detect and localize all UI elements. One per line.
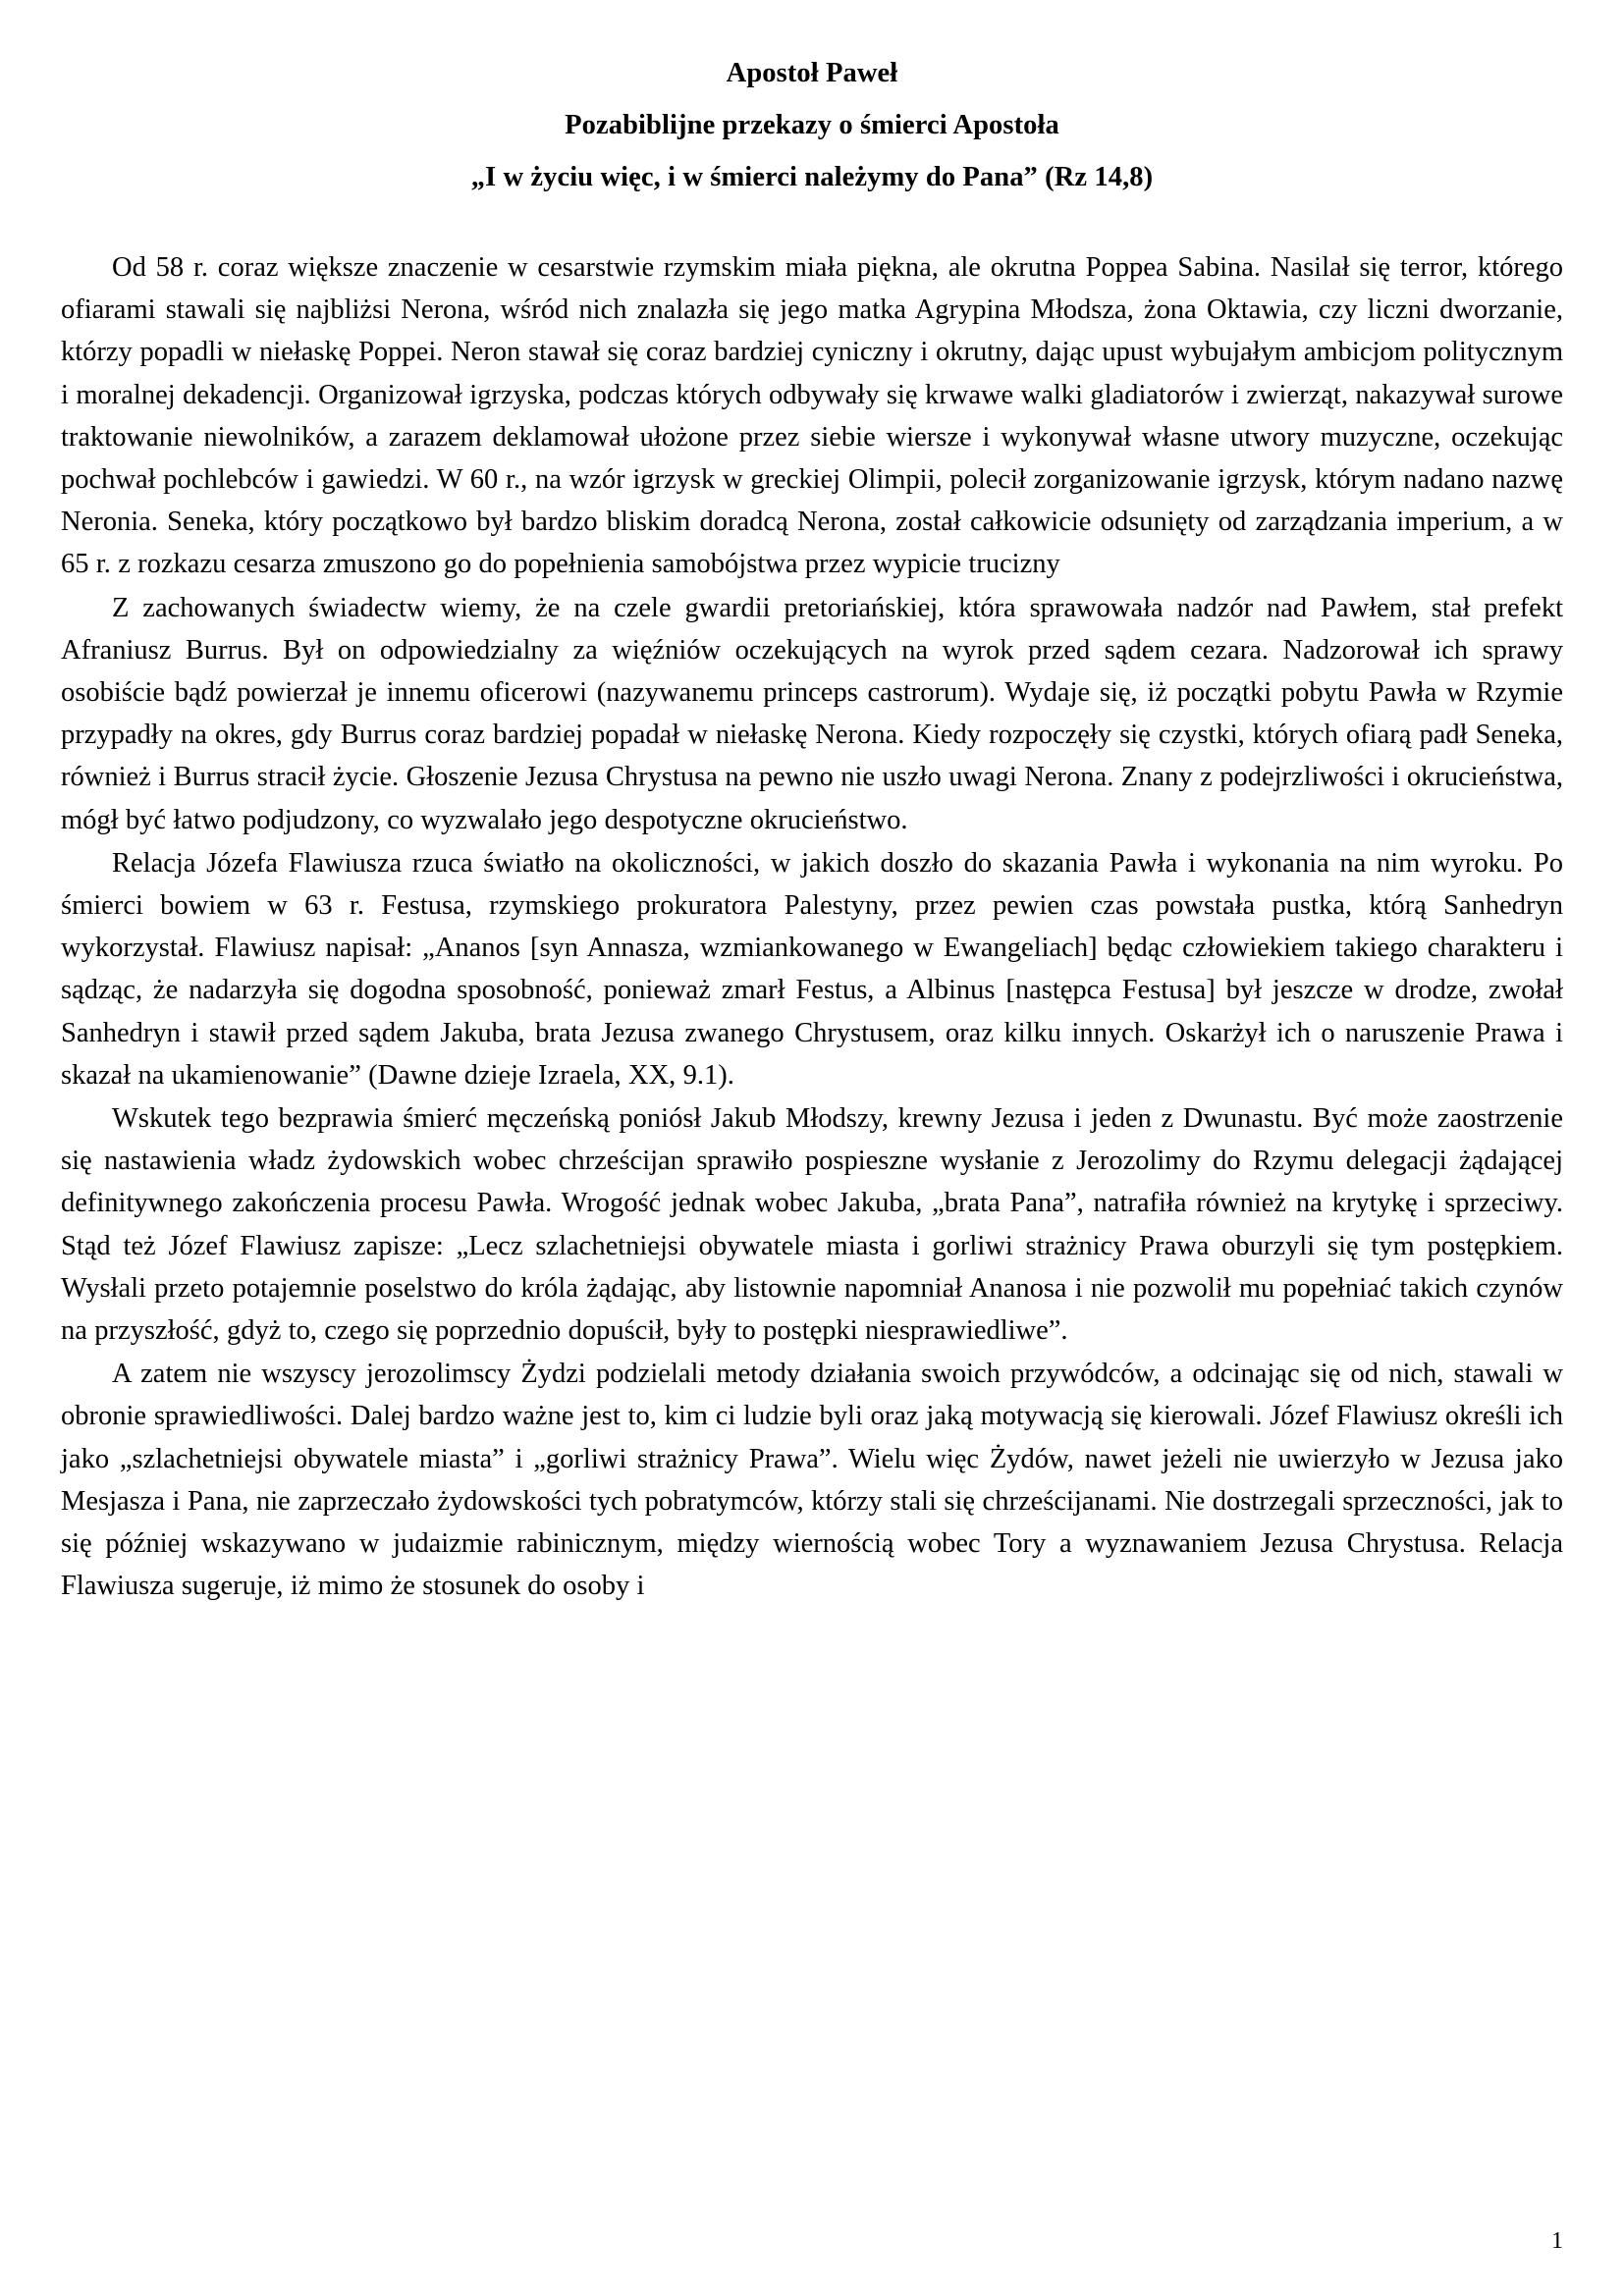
document-body [61, 246, 1563, 1608]
document-heading [61, 53, 1563, 197]
paragraph-4: Wskutek tego bezprawia śmierć męczeńską poniósł Jakub Młodszy, krewny Jezusa i jeden z Dwunastu. Być może zaostrzenie się nastawienia władz żydowskich wobec chrześcijan sprawiło pospieszne wysłanie z Jerozolimy do Rzymu delegacji żądającej definitywnego zakończenia procesu Pawła. Wrogość jednak wobec Jakuba, „brata Pana”, natrafiła również na krytykę i sprzeciwy. Stąd też Józef Flawiusz zapisze: „Lecz szlachetniejsi obywatele miasta i gorliwi strażnicy Prawa oburzyli się tym postępkiem. Wysłali przeto potajemnie poselstwo do króla żądając, aby listownie napomniał Ananosa i nie pozwolił mu popełniać takich czynów na przyszłość, gdyż to, czego się poprzednio dopuścił, były to postępki niesprawiedliwe”. [61, 1103, 1563, 1347]
document-title-subtitle: Pozabiblijne przekazy o śmierci Apostoła [565, 110, 1059, 140]
paragraph-1: Od 58 r. coraz większe znaczenie w cesarstwie rzymskim miała piękna, ale okrutna Poppea Sabina. Nasilał się terror, którego ofiarami stawali się najbliżsi Nerona, wśród nich znalazła się jego matka Agrypina Młodsza, żona Oktawia, czy liczni dworzanie, którzy popadli w niełaskę Poppei. Neron stawał się coraz bardziej cyniczny i okrutny, dając upust wybujałym ambicjom politycznym i moralnej dekadencji. Organizował igrzyska, podczas których odbywały się krwawe walki gladiatorów i zwierząt, nakazywał surowe traktowanie niewolników, a zarazem deklamował ułożone przez siebie wiersze i wykonywał własne utwory muzyczne, oczekując pochwał pochlebców i gawiedzi. W 60 r., na wzór igrzysk w greckiej Olimpii, polecił zorganizowanie igrzysk, którym nadano nazwę Neronia. Seneka, który początkowo był bardzo bliskim doradcą Nerona, został całkowicie odsunięty od zarządzania imperium, a w 65 r. z rozkazu cesarza zmuszono go do popełnienia samobójstwa przez wypicie trucizny [61, 252, 1563, 580]
paragraph-3: Relacja Józefa Flawiusza rzuca światło na okoliczności, w jakich doszło do skazania Pawła i wykonania na nim wyroku. Po śmierci bowiem w 63 r. Festusa, rzymskiego prokuratora Palestyny, przez pewien czas powstała pustka, którą Sanhedryn wykorzystał. Flawiusz napisał: „Ananos [syn Annasza, wzmiankowanego w Ewangeliach] będąc człowiekiem takiego charakteru i sądząc, że nadarzyła się dogodna sposobność, ponieważ zmarł Festus, a Albinus [następca Festusa] był jeszcze w drodze, zwołał Sanhedryn i stawił przed sądem Jakuba, brata Jezusa zwanego Chrystusem, oraz kilku innych. Oskarżył ich o naruszenie Prawa i skazał na ukamienowanie” (Dawne dzieje Izraela, XX, 9.1). [61, 847, 1563, 1091]
paragraph-2: Z zachowanych świadectw wiemy, że na czele gwardii pretoriańskiej, która sprawowała nadzór nad Pawłem, stał prefekt Afraniusz Burrus. Był on odpowiedzialny za więźniów oczekujących na wyrok przed sądem cezara. Nadzorował ich sprawy osobiście bądź powierzał je innemu oficerowi (nazywanemu princeps castrorum). Wydaje się, iż początki pobytu Pawła w Rzymie przypadły na okres, gdy Burrus coraz bardziej popadał w niełaskę Nerona. Kiedy rozpoczęły się czystki, których ofiarą padł Seneka, również i Burrus stracił życie. Głoszenie Jezusa Chrystusa na pewno nie uszło uwagi Nerona. Znany z podejrzliwości i okrucieństwa, mógł być łatwo podjudzony, co wyzwalało jego despotyczne okrucieństwo. [61, 592, 1563, 835]
document-title-scripture-quote: „I w życiu więc, i w śmierci należymy do Pana” (Rz 14,8) [470, 162, 1154, 192]
document-title-main: Apostoł Paweł [726, 58, 898, 88]
page-number: 1 [1551, 2228, 1563, 2254]
paragraph-5: A zatem nie wszyscy jerozolimscy Żydzi podzielali metody działania swoich przywódców, a odcinając się od nich, stawali w obronie sprawiedliwości. Dalej bardzo ważne jest to, kim ci ludzie byli oraz jaką motywacją się kierowali. Józef Flawiusz określi ich jako „szlachetniejsi obywatele miasta” i „gorliwi strażnicy Prawa”. Wielu więc Żydów, nawet jeżeli nie uwierzyło w Jezusa jako Mesjasza i Pana, nie zaprzeczało żydowskości tych pobratymców, którzy stali się chrześcijanami. Nie dostrzegali sprzeczności, jak to się później wskazywano w judaizmie rabinicznym, między wiernością wobec Tory a wyznawaniem Jezusa Chrystusa. Relacja Flawiusza sugeruje, iż mimo że stosunek do osoby i [61, 1359, 1563, 1602]
